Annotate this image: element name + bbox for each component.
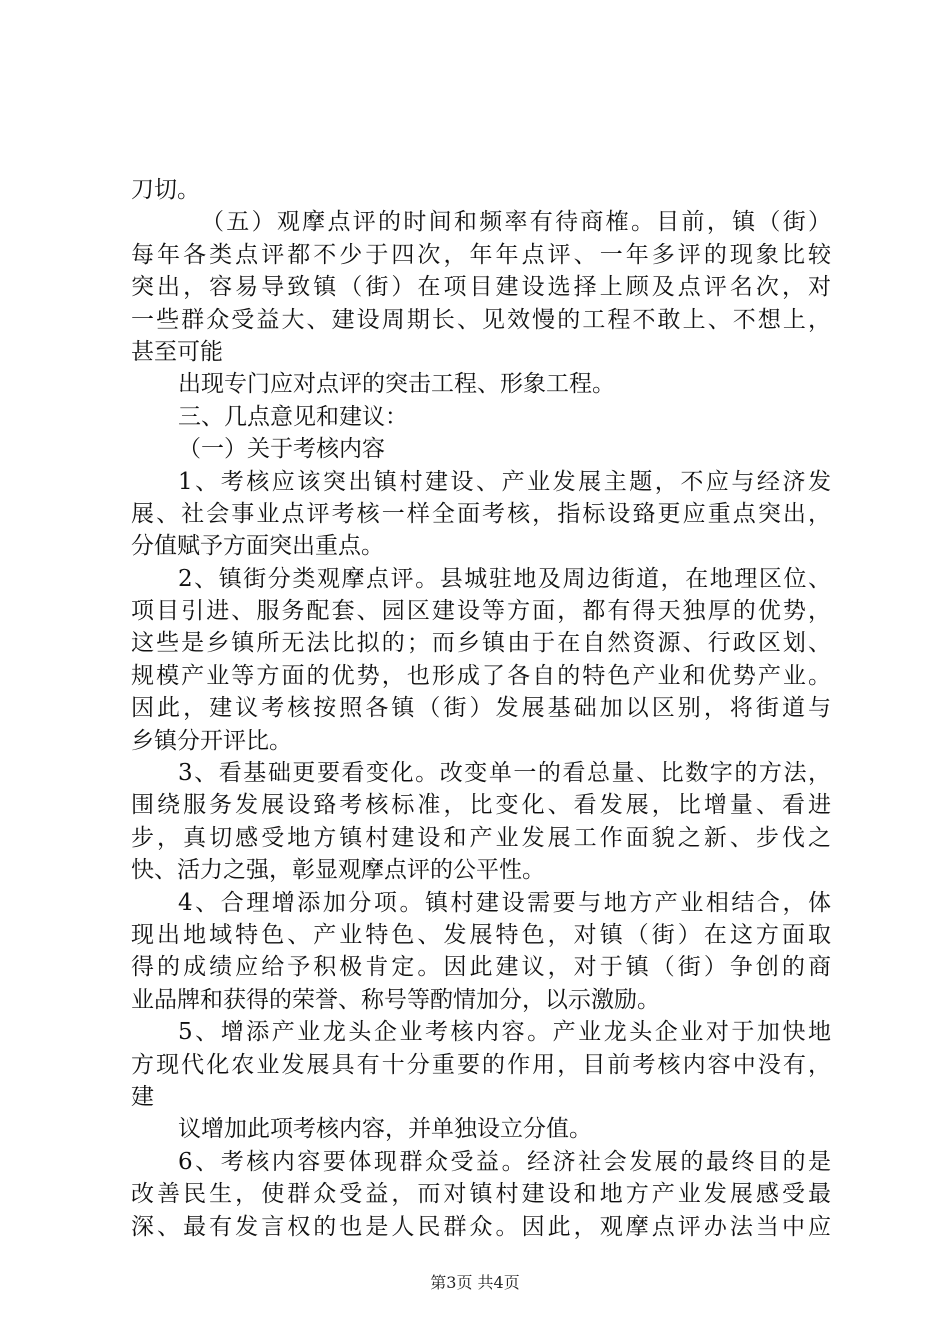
subsection-heading: （一）关于考核内容 bbox=[178, 436, 385, 463]
paragraph-start-line: 3、看基础更要看变化。改变单一的看总量、比数字的方法， bbox=[178, 760, 831, 787]
text-line: 每年各类点评都不少于四次，年年点评、一年多评的现象比较 bbox=[131, 241, 831, 268]
paragraph-start-line: （五）观摩点评的时间和频率有待商榷。目前，镇（街） bbox=[201, 209, 831, 236]
document-body bbox=[131, 174, 831, 1243]
paragraph-start-line: 6、考核内容要体现群众受益。经济社会发展的最终目的是 bbox=[178, 1148, 831, 1175]
section-heading: 三、几点意见和建议： bbox=[178, 403, 408, 430]
text-line: 业品牌和获得的荣誉、称号等酌情加分，以示激励。 bbox=[131, 986, 660, 1013]
text-line: 建 bbox=[131, 1083, 154, 1110]
paragraph-start-line: 5、增添产业龙头企业考核内容。产业龙头企业对于加快地 bbox=[178, 1019, 831, 1046]
text-line: 一些群众受益大、建设周期长、见效慢的工程不敢上、不想上， bbox=[131, 306, 831, 333]
text-line: 改善民生，使群众受益，而对镇村建设和地方产业发展感受最 bbox=[131, 1181, 831, 1208]
text-line: 得的成绩应给予积极肯定。因此建议，对于镇（街）争创的商 bbox=[131, 954, 831, 981]
text-line: 刀切。 bbox=[131, 177, 200, 203]
text-line: 乡镇分开评比。 bbox=[131, 727, 292, 754]
paragraph-start-line: 出现专门应对点评的突击工程、形象工程。 bbox=[178, 371, 615, 398]
text-line: 展、社会事业点评考核一样全面考核，指标设臵更应重点突出， bbox=[131, 500, 831, 527]
text-line: 这些是乡镇所无法比拟的；而乡镇由于在自然资源、行政区划、 bbox=[131, 630, 831, 657]
page-number-label: 第3页 共4页 bbox=[430, 1273, 520, 1292]
paragraph-start-line: 2、镇街分类观摩点评。县城驻地及周边街道，在地理区位、 bbox=[178, 565, 831, 592]
text-line: 现出地域特色、产业特色、发展特色，对镇（街）在这方面取 bbox=[131, 921, 831, 948]
text-line: 规模产业等方面的优势，也形成了各自的特色产业和优势产业。 bbox=[131, 662, 831, 689]
text-line: 项目引进、服务配套、园区建设等方面，都有得天独厚的优势， bbox=[131, 598, 831, 625]
text-line: 甚至可能 bbox=[131, 338, 223, 365]
paragraph-start-line: 议增加此项考核内容，并单独设立分值。 bbox=[178, 1116, 592, 1143]
text-line: 因此，建议考核按照各镇（街）发展基础加以区别，将街道与 bbox=[131, 695, 831, 722]
text-line: 步，真切感受地方镇村建设和产业发展工作面貌之新、步伐之 bbox=[131, 824, 831, 851]
text-line: 围绕服务发展设臵考核标准，比变化、看发展，比增量、看进 bbox=[131, 792, 831, 819]
text-line: 深、最有发言权的也是人民群众。因此，观摩点评办法当中应 bbox=[131, 1213, 831, 1240]
text-line: 方现代化农业发展具有十分重要的作用，目前考核内容中没有， bbox=[131, 1051, 831, 1078]
text-line: 分值赋予方面突出重点。 bbox=[131, 533, 384, 560]
text-line: 快、活力之强，彰显观摩点评的公平性。 bbox=[131, 857, 545, 884]
paragraph-start-line: 1、考核应该突出镇村建设、产业发展主题，不应与经济发 bbox=[178, 468, 831, 495]
page-footer bbox=[0, 1273, 950, 1293]
text-line: 突出，容易导致镇（街）在项目建设选择上顾及点评名次，对 bbox=[131, 274, 831, 301]
paragraph-start-line: 4、合理增添加分项。镇村建设需要与地方产业相结合，体 bbox=[178, 889, 831, 916]
